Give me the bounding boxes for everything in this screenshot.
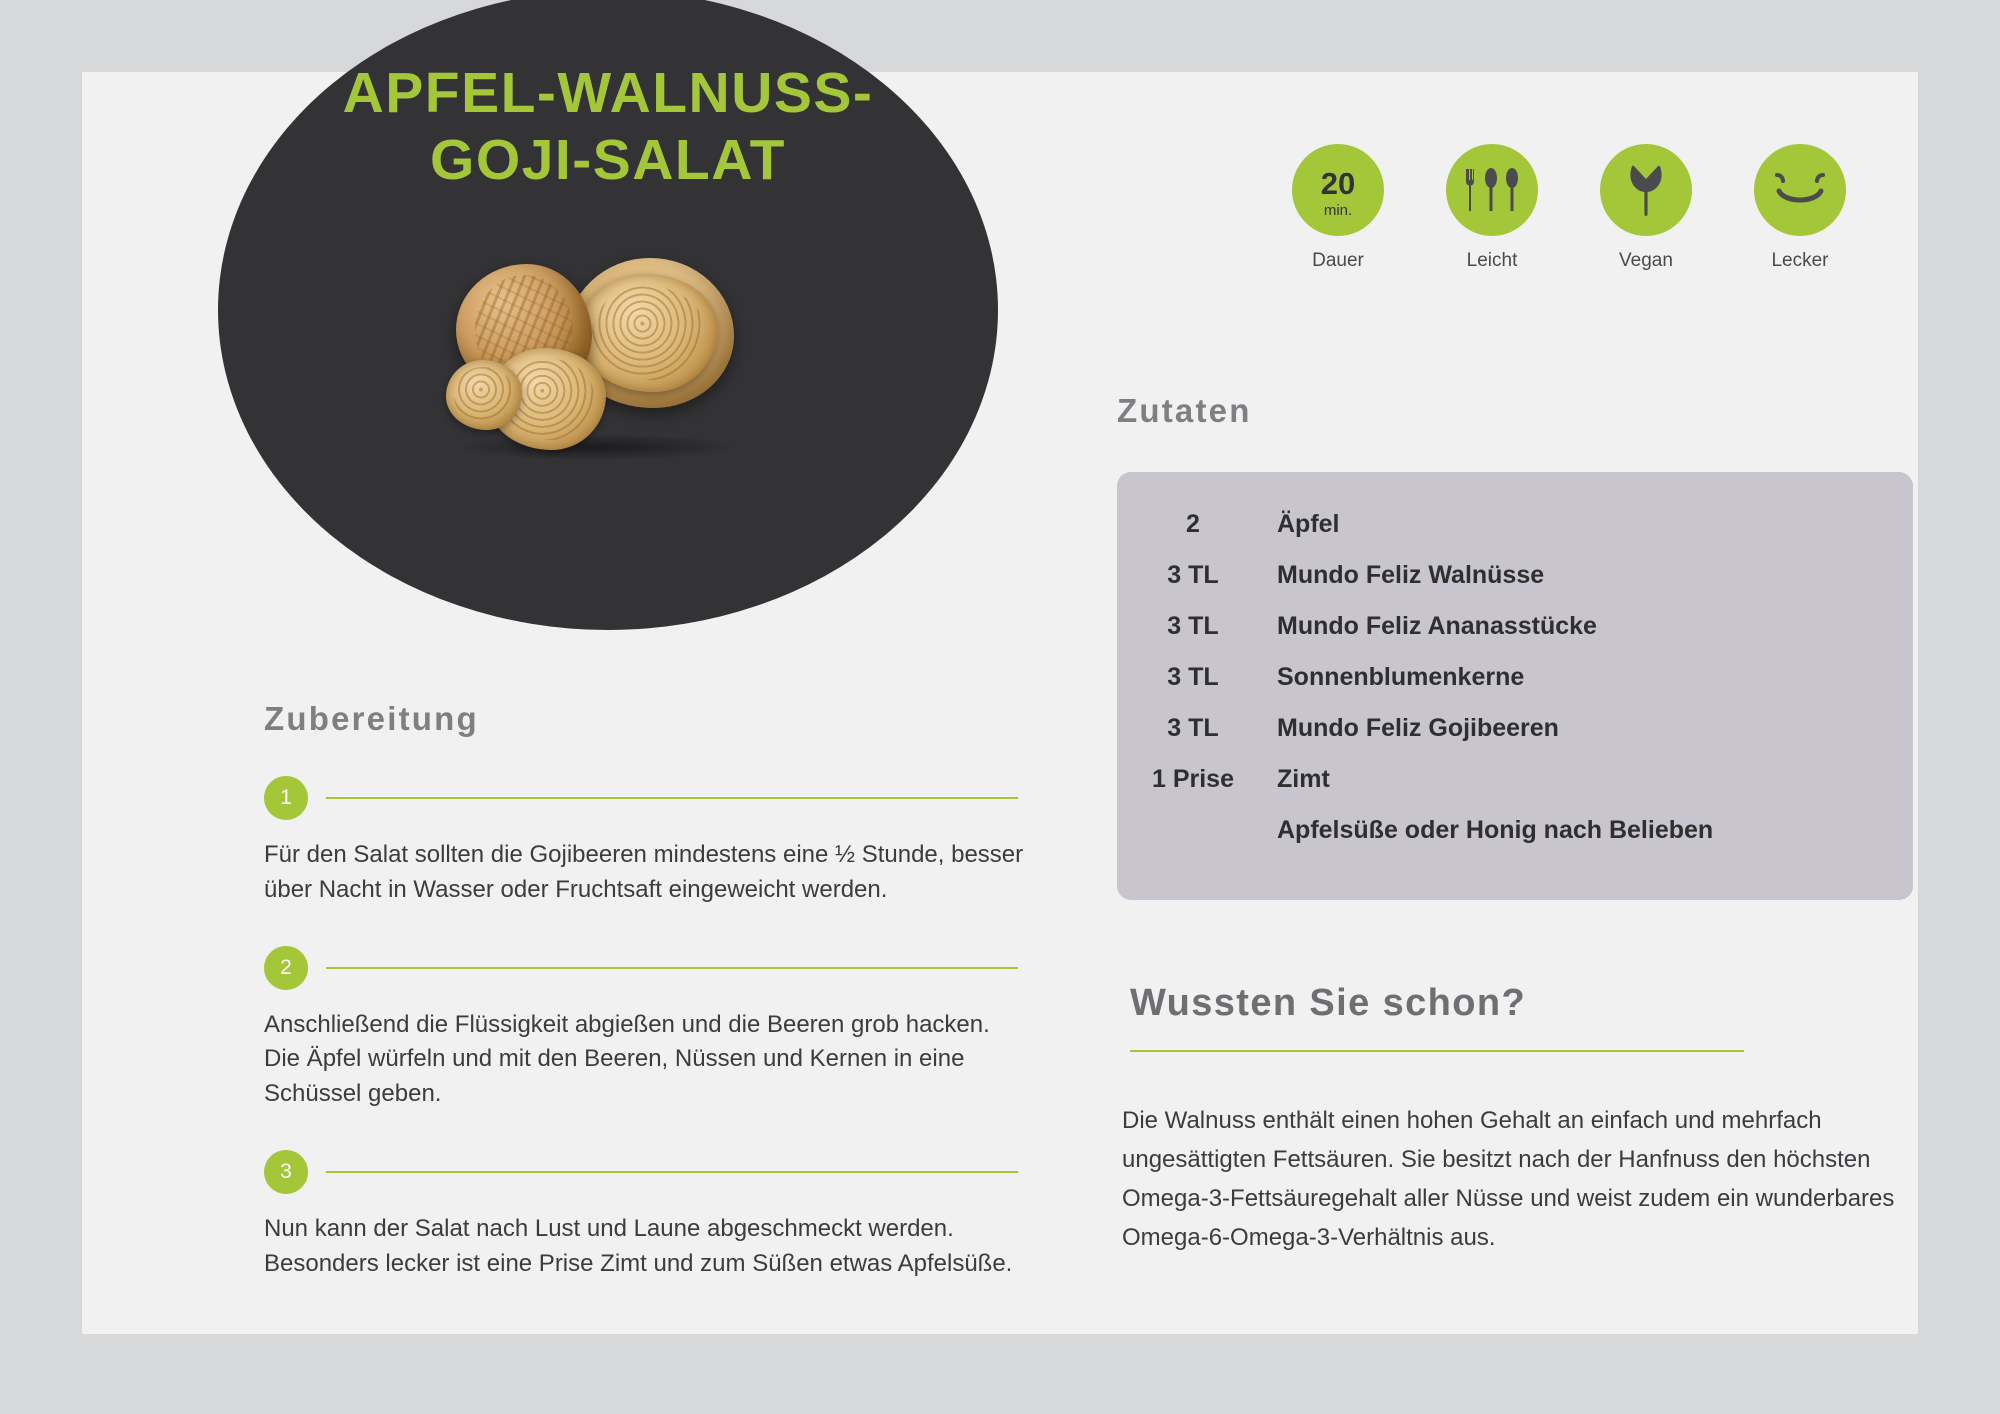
badge-lecker <box>1754 144 1846 272</box>
ingredient-qty: 3 TL <box>1167 612 1219 640</box>
did-you-know-text: Die Walnuss enthält einen hohen Gehalt an einfach und mehrfach ungesättigten Fettsäuren. Sie besitzt nach der Hanfnuss den höchsten Omega-3-Fettsäuregehalt aller Nüsse und weist zudem ein wunderbares Omega-6-Omega-3-Verhältnis aus. <box>1122 1107 1895 1251</box>
ingredient-qty: 3 TL <box>1167 663 1219 691</box>
step-header <box>264 946 1054 990</box>
badge-vegan-label: Vegan <box>1619 250 1673 271</box>
step-divider <box>326 797 1018 799</box>
ingredient-name: Apfelsüße oder Honig nach Belieben <box>1277 816 1714 844</box>
walnut-kernel-left <box>446 360 522 430</box>
ingredient-name: Mundo Feliz Walnüsse <box>1277 561 1545 589</box>
ingredient-row <box>1117 765 1913 816</box>
hero-circle <box>218 0 998 630</box>
attribute-badges <box>1292 144 1846 272</box>
walnut-photo <box>428 252 788 472</box>
badge-dauer-label: Dauer <box>1312 250 1364 271</box>
recipe-page <box>82 61 1918 1334</box>
preparation-step <box>264 776 1054 908</box>
ingredients-box <box>1117 472 1913 900</box>
ingredient-qty: 1 Prise <box>1151 765 1234 793</box>
page-title-line-2: GOJI-SALAT <box>430 128 786 193</box>
ingredient-row <box>1117 510 1913 561</box>
ingredients-heading: Zutaten <box>1117 392 1252 429</box>
step-divider <box>326 967 1018 969</box>
ingredient-row <box>1117 816 1913 867</box>
did-you-know-heading: Wussten Sie schon? <box>1130 982 1527 1024</box>
step-number: 1 <box>264 776 308 820</box>
badge-duration-unit: min. <box>1323 202 1353 219</box>
leaf-icon <box>1600 144 1692 236</box>
cutlery-icon <box>1446 144 1538 236</box>
page-title <box>218 60 998 195</box>
ingredient-name: Zimt <box>1277 765 1330 793</box>
preparation-heading: Zubereitung <box>264 700 479 737</box>
clock-badge <box>1292 144 1384 236</box>
ingredient-row <box>1117 714 1913 765</box>
step-divider <box>326 1171 1018 1173</box>
step-text: Nun kann der Salat nach Lust und Laune abgeschmeckt werden. Besonders lecker ist eine Prise Zimt und zum Süßen etwas Apfelsüße. <box>264 1214 1013 1277</box>
ingredient-row <box>1117 561 1913 612</box>
ingredient-qty: 3 TL <box>1167 561 1219 589</box>
cutlery-glyphs <box>1464 167 1520 213</box>
walnut-shadow <box>458 434 738 460</box>
ingredient-name: Sonnenblumenkerne <box>1277 663 1525 691</box>
ingredient-qty: 2 <box>1186 510 1200 538</box>
ingredient-name: Mundo Feliz Gojibeeren <box>1277 714 1559 742</box>
step-text: Anschließend die Flüssigkeit abgießen und die Beeren grob hacken. Die Äpfel würfeln und mit den Beeren, Nüssen und Kernen in eine Schüssel geben. <box>264 1010 990 1108</box>
preparation-steps <box>264 776 1054 1320</box>
badge-leicht-label: Leicht <box>1466 250 1518 271</box>
ingredient-row <box>1117 612 1913 663</box>
smiley-icon <box>1754 144 1846 236</box>
ingredient-name: Äpfel <box>1277 510 1340 538</box>
preparation-step <box>264 1150 1054 1282</box>
step-header <box>264 776 1054 820</box>
step-header <box>264 1150 1054 1194</box>
badge-lecker-label: Lecker <box>1771 250 1829 271</box>
badge-vegan <box>1600 144 1692 272</box>
page-title-line-1: APFEL-WALNUSS- <box>342 61 874 125</box>
badge-leicht <box>1446 144 1538 272</box>
preparation-step <box>264 946 1054 1112</box>
ingredient-qty: 3 TL <box>1167 714 1219 742</box>
badge-dauer <box>1292 144 1384 272</box>
step-number: 2 <box>264 946 308 990</box>
step-number: 3 <box>264 1150 308 1194</box>
badge-duration-number: 20 <box>1320 166 1356 201</box>
did-you-know-divider <box>1130 1050 1744 1052</box>
ingredient-name: Mundo Feliz Ananasstücke <box>1277 612 1597 640</box>
step-text: Für den Salat sollten die Gojibeeren mindestens eine ½ Stunde, besser über Nacht in Wasser oder Fruchtsaft eingeweicht werden. <box>264 841 1024 903</box>
ingredient-row <box>1117 663 1913 714</box>
